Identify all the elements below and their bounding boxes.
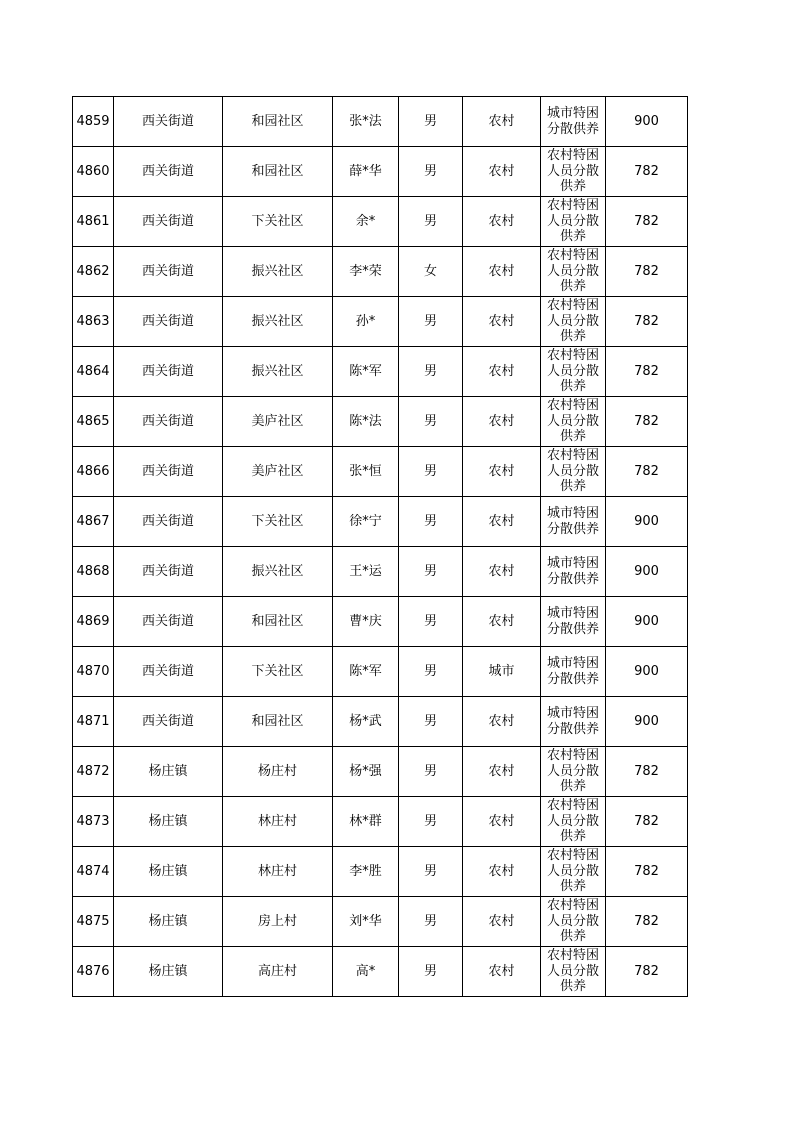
residence-type-cell: 农村 <box>463 147 541 197</box>
gender-cell: 男 <box>399 847 463 897</box>
residence-type-cell: 农村 <box>463 797 541 847</box>
residence-type-cell: 农村 <box>463 897 541 947</box>
residence-type-cell: 农村 <box>463 297 541 347</box>
gender-cell: 男 <box>399 397 463 447</box>
name-cell: 高* <box>333 947 399 997</box>
assistance-type-cell <box>541 897 606 947</box>
gender-cell: 男 <box>399 547 463 597</box>
community-cell: 高庄村 <box>223 947 333 997</box>
row-number-cell: 4867 <box>73 497 114 547</box>
table-row <box>73 447 688 497</box>
amount-cell: 782 <box>606 247 688 297</box>
row-number-cell: 4869 <box>73 597 114 647</box>
street-cell: 西关街道 <box>114 547 223 597</box>
gender-cell: 男 <box>399 297 463 347</box>
name-cell: 曹*庆 <box>333 597 399 647</box>
street-cell: 西关街道 <box>114 147 223 197</box>
amount-cell: 782 <box>606 447 688 497</box>
table-row <box>73 497 688 547</box>
assistance-type-text: 农村特困人员分散供养 <box>546 398 599 444</box>
amount-cell: 900 <box>606 697 688 747</box>
amount-cell: 782 <box>606 297 688 347</box>
street-cell: 西关街道 <box>114 297 223 347</box>
assistance-type-cell <box>541 397 606 447</box>
street-cell: 西关街道 <box>114 97 223 147</box>
assistance-type-cell <box>541 647 606 697</box>
amount-cell: 782 <box>606 797 688 847</box>
assistance-type-cell <box>541 447 606 497</box>
gender-cell: 男 <box>399 97 463 147</box>
table-row <box>73 747 688 797</box>
assistance-type-cell <box>541 797 606 847</box>
amount-cell: 900 <box>606 497 688 547</box>
name-cell: 张*恒 <box>333 447 399 497</box>
assistance-type-cell <box>541 597 606 647</box>
residence-type-cell: 农村 <box>463 347 541 397</box>
name-cell: 陈*法 <box>333 397 399 447</box>
street-cell: 西关街道 <box>114 247 223 297</box>
street-cell: 西关街道 <box>114 397 223 447</box>
assistance-type-text: 城市特困分散供养 <box>546 606 599 637</box>
table-row <box>73 247 688 297</box>
row-number-cell: 4873 <box>73 797 114 847</box>
residence-type-cell: 农村 <box>463 497 541 547</box>
assistance-type-text: 农村特困人员分散供养 <box>546 898 599 944</box>
name-cell: 孙* <box>333 297 399 347</box>
community-cell: 美庐社区 <box>223 397 333 447</box>
table-body <box>73 97 688 997</box>
assistance-type-cell <box>541 147 606 197</box>
assistance-type-text: 农村特困人员分散供养 <box>546 448 599 494</box>
assistance-type-cell <box>541 547 606 597</box>
gender-cell: 男 <box>399 697 463 747</box>
assistance-type-text: 农村特困人员分散供养 <box>546 198 599 244</box>
name-cell: 薛*华 <box>333 147 399 197</box>
amount-cell: 782 <box>606 947 688 997</box>
amount-cell: 782 <box>606 347 688 397</box>
street-cell: 杨庄镇 <box>114 797 223 847</box>
table-row <box>73 147 688 197</box>
assistance-type-text: 城市特困分散供养 <box>546 656 599 687</box>
street-cell: 西关街道 <box>114 347 223 397</box>
gender-cell: 男 <box>399 347 463 397</box>
amount-cell: 900 <box>606 547 688 597</box>
table-row <box>73 897 688 947</box>
assistance-type-cell <box>541 497 606 547</box>
row-number-cell: 4871 <box>73 697 114 747</box>
row-number-cell: 4859 <box>73 97 114 147</box>
street-cell: 西关街道 <box>114 447 223 497</box>
street-cell: 西关街道 <box>114 697 223 747</box>
community-cell: 振兴社区 <box>223 297 333 347</box>
community-cell: 林庄村 <box>223 797 333 847</box>
row-number-cell: 4868 <box>73 547 114 597</box>
assistance-type-text: 农村特困人员分散供养 <box>546 348 599 394</box>
name-cell: 刘*华 <box>333 897 399 947</box>
street-cell: 西关街道 <box>114 197 223 247</box>
gender-cell: 男 <box>399 947 463 997</box>
amount-cell: 782 <box>606 197 688 247</box>
community-cell: 和园社区 <box>223 697 333 747</box>
street-cell: 西关街道 <box>114 597 223 647</box>
row-number-cell: 4864 <box>73 347 114 397</box>
community-cell: 振兴社区 <box>223 247 333 297</box>
community-cell: 下关社区 <box>223 497 333 547</box>
assistance-type-text: 农村特困人员分散供养 <box>546 148 599 194</box>
table-row <box>73 697 688 747</box>
name-cell: 陈*军 <box>333 347 399 397</box>
relief-recipient-table <box>72 96 688 997</box>
residence-type-cell: 农村 <box>463 247 541 297</box>
residence-type-cell: 农村 <box>463 947 541 997</box>
table-row <box>73 597 688 647</box>
residence-type-cell: 农村 <box>463 847 541 897</box>
row-number-cell: 4862 <box>73 247 114 297</box>
row-number-cell: 4861 <box>73 197 114 247</box>
amount-cell: 782 <box>606 897 688 947</box>
residence-type-cell: 农村 <box>463 447 541 497</box>
name-cell: 杨*强 <box>333 747 399 797</box>
assistance-type-text: 城市特困分散供养 <box>546 706 599 737</box>
name-cell: 林*群 <box>333 797 399 847</box>
gender-cell: 男 <box>399 147 463 197</box>
table-row <box>73 847 688 897</box>
assistance-type-cell <box>541 747 606 797</box>
assistance-type-text: 城市特困分散供养 <box>546 506 599 537</box>
table-row <box>73 547 688 597</box>
name-cell: 张*法 <box>333 97 399 147</box>
table-row <box>73 947 688 997</box>
community-cell: 和园社区 <box>223 97 333 147</box>
name-cell: 杨*武 <box>333 697 399 747</box>
residence-type-cell: 农村 <box>463 97 541 147</box>
community-cell: 林庄村 <box>223 847 333 897</box>
row-number-cell: 4866 <box>73 447 114 497</box>
table-row <box>73 97 688 147</box>
street-cell: 杨庄镇 <box>114 897 223 947</box>
assistance-type-text: 农村特困人员分散供养 <box>546 748 599 794</box>
amount-cell: 782 <box>606 847 688 897</box>
assistance-type-cell <box>541 697 606 747</box>
row-number-cell: 4860 <box>73 147 114 197</box>
row-number-cell: 4876 <box>73 947 114 997</box>
assistance-type-text: 农村特困人员分散供养 <box>546 798 599 844</box>
gender-cell: 男 <box>399 197 463 247</box>
table-row <box>73 647 688 697</box>
assistance-type-text: 农村特困人员分散供养 <box>546 298 599 344</box>
name-cell: 王*运 <box>333 547 399 597</box>
community-cell: 和园社区 <box>223 147 333 197</box>
table-row <box>73 397 688 447</box>
row-number-cell: 4870 <box>73 647 114 697</box>
row-number-cell: 4872 <box>73 747 114 797</box>
residence-type-cell: 农村 <box>463 697 541 747</box>
row-number-cell: 4863 <box>73 297 114 347</box>
amount-cell: 782 <box>606 147 688 197</box>
gender-cell: 男 <box>399 597 463 647</box>
table-row <box>73 797 688 847</box>
assistance-type-cell <box>541 847 606 897</box>
gender-cell: 男 <box>399 647 463 697</box>
name-cell: 余* <box>333 197 399 247</box>
community-cell: 下关社区 <box>223 647 333 697</box>
name-cell: 陈*军 <box>333 647 399 697</box>
street-cell: 杨庄镇 <box>114 847 223 897</box>
street-cell: 杨庄镇 <box>114 947 223 997</box>
assistance-type-cell <box>541 197 606 247</box>
community-cell: 美庐社区 <box>223 447 333 497</box>
table-row <box>73 347 688 397</box>
row-number-cell: 4865 <box>73 397 114 447</box>
residence-type-cell: 城市 <box>463 647 541 697</box>
community-cell: 房上村 <box>223 897 333 947</box>
table-row <box>73 297 688 347</box>
assistance-type-text: 农村特困人员分散供养 <box>546 848 599 894</box>
gender-cell: 男 <box>399 897 463 947</box>
assistance-type-text: 城市特困分散供养 <box>546 106 599 137</box>
gender-cell: 女 <box>399 247 463 297</box>
table-row <box>73 197 688 247</box>
community-cell: 下关社区 <box>223 197 333 247</box>
gender-cell: 男 <box>399 497 463 547</box>
gender-cell: 男 <box>399 797 463 847</box>
row-number-cell: 4874 <box>73 847 114 897</box>
residence-type-cell: 农村 <box>463 597 541 647</box>
residence-type-cell: 农村 <box>463 747 541 797</box>
amount-cell: 900 <box>606 647 688 697</box>
gender-cell: 男 <box>399 747 463 797</box>
community-cell: 振兴社区 <box>223 347 333 397</box>
residence-type-cell: 农村 <box>463 547 541 597</box>
community-cell: 振兴社区 <box>223 547 333 597</box>
residence-type-cell: 农村 <box>463 397 541 447</box>
assistance-type-cell <box>541 347 606 397</box>
assistance-type-text: 城市特困分散供养 <box>546 556 599 587</box>
name-cell: 李*胜 <box>333 847 399 897</box>
assistance-type-cell <box>541 97 606 147</box>
assistance-type-text: 农村特困人员分散供养 <box>546 248 599 294</box>
gender-cell: 男 <box>399 447 463 497</box>
community-cell: 杨庄村 <box>223 747 333 797</box>
street-cell: 西关街道 <box>114 497 223 547</box>
amount-cell: 782 <box>606 747 688 797</box>
street-cell: 西关街道 <box>114 647 223 697</box>
amount-cell: 782 <box>606 397 688 447</box>
assistance-type-cell <box>541 247 606 297</box>
assistance-type-cell <box>541 947 606 997</box>
amount-cell: 900 <box>606 97 688 147</box>
amount-cell: 900 <box>606 597 688 647</box>
assistance-type-cell <box>541 297 606 347</box>
row-number-cell: 4875 <box>73 897 114 947</box>
street-cell: 杨庄镇 <box>114 747 223 797</box>
residence-type-cell: 农村 <box>463 197 541 247</box>
assistance-type-text: 农村特困人员分散供养 <box>546 948 599 994</box>
name-cell: 徐*宁 <box>333 497 399 547</box>
name-cell: 李*荣 <box>333 247 399 297</box>
community-cell: 和园社区 <box>223 597 333 647</box>
